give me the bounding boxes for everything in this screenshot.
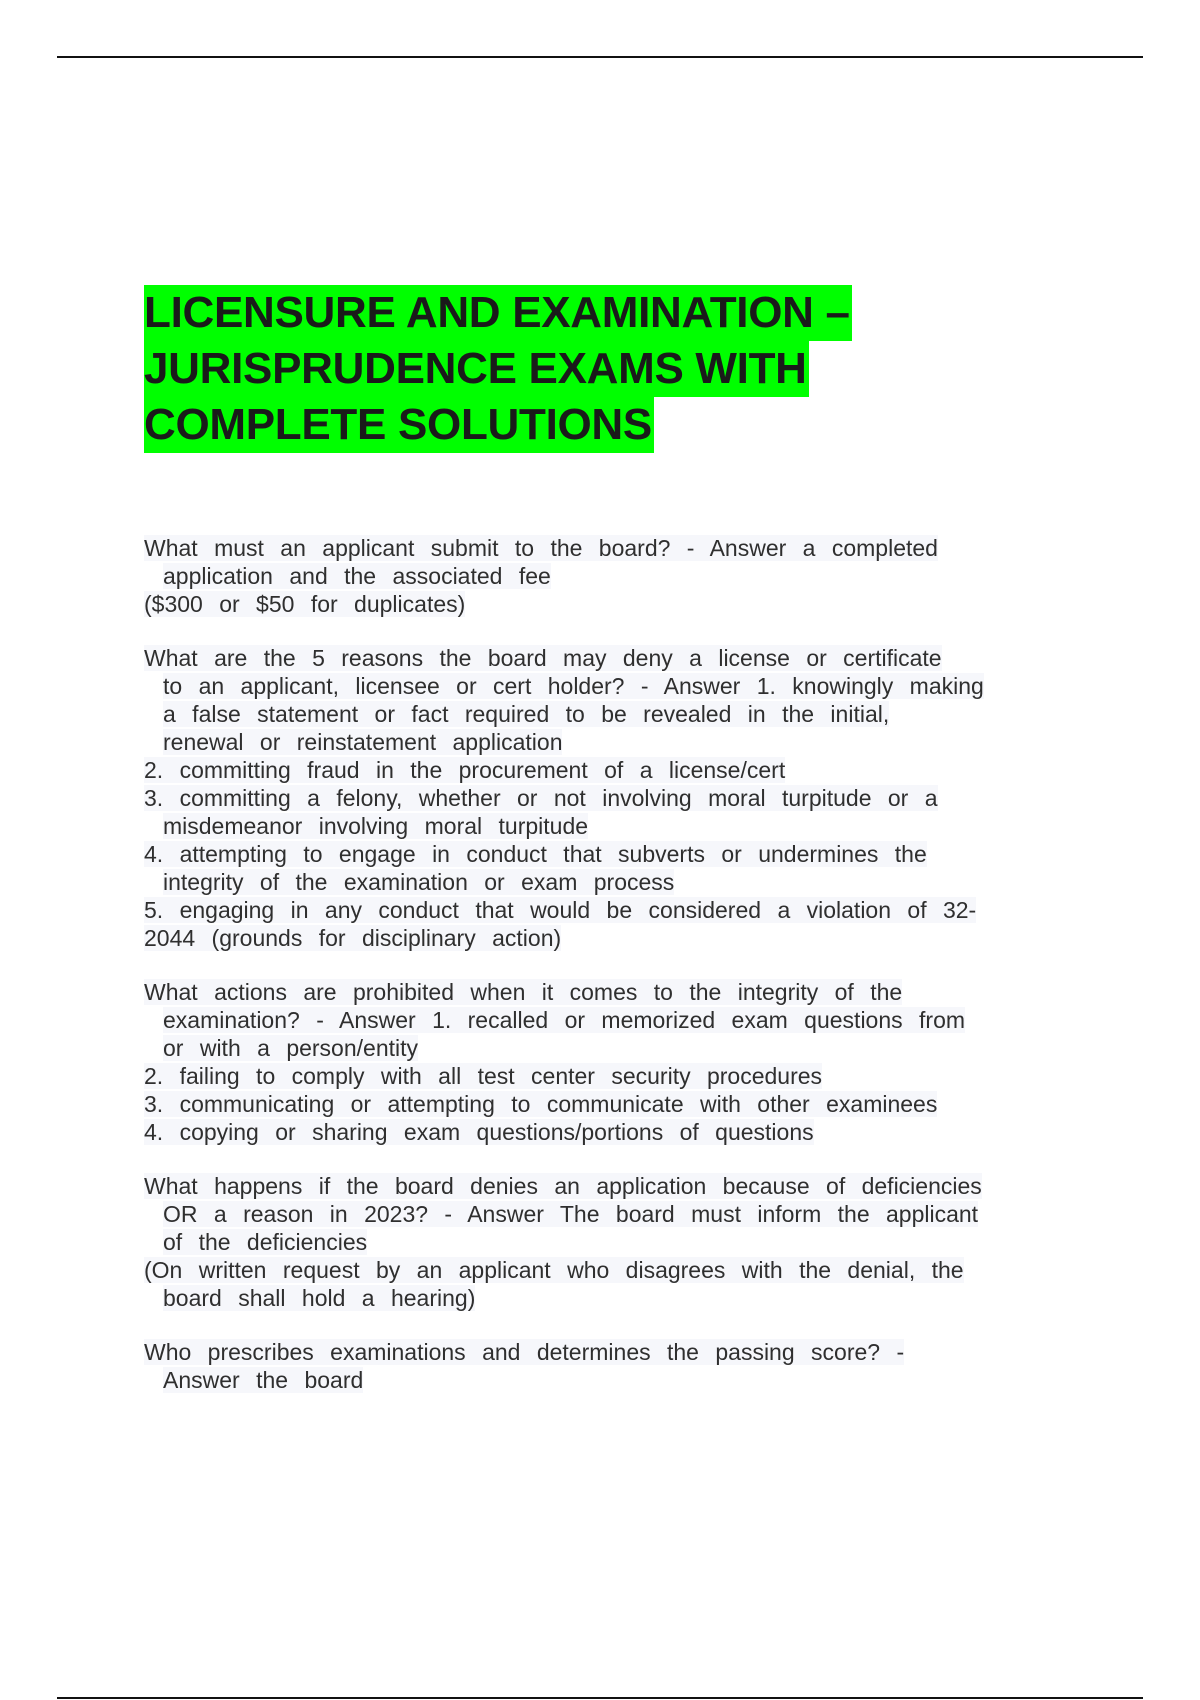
text-line: [144, 840, 1094, 868]
text-line-content: application and the associated fee: [163, 563, 551, 589]
top-rule: [57, 56, 1143, 58]
text-line-content: to an applicant, licensee or cert holder? - Answer 1. knowingly making: [163, 673, 984, 699]
text-line: [144, 728, 1094, 756]
text-line: [144, 1338, 1094, 1366]
text-line: [144, 672, 1094, 700]
text-line: [144, 562, 1094, 590]
qa-block: [144, 534, 1094, 618]
text-line-content: 4. copying or sharing exam questions/portions of questions: [144, 1119, 814, 1145]
text-line-content: 3. committing a felony, whether or not involving moral turpitude or a: [144, 785, 938, 811]
text-line-content: 3. communicating or attempting to communicate with other examinees: [144, 1091, 938, 1117]
text-line: [144, 1090, 1094, 1118]
text-line: [144, 1200, 1094, 1228]
qa-block: [144, 978, 1094, 1146]
text-line-content: or with a person/entity: [163, 1035, 419, 1061]
text-line-content: What actions are prohibited when it comes to the integrity of the: [144, 979, 903, 1005]
text-line: [144, 534, 1094, 562]
text-line: [144, 868, 1094, 896]
text-line-content: misdemeanor involving moral turpitude: [163, 813, 589, 839]
text-line: [144, 1172, 1094, 1200]
text-line: [144, 590, 1094, 618]
text-line-content: a false statement or fact required to be revealed in the initial,: [163, 701, 890, 727]
text-line: [144, 978, 1094, 1006]
text-line: [144, 784, 1094, 812]
text-line: [144, 1284, 1094, 1312]
text-line: [144, 1006, 1094, 1034]
text-line-content: examination? - Answer 1. recalled or memorized exam questions from: [163, 1007, 966, 1033]
text-line-content: 4. attempting to engage in conduct that subverts or undermines the: [144, 841, 927, 867]
text-line: [144, 756, 1094, 784]
title-line-3: COMPLETE SOLUTIONS: [144, 397, 654, 453]
text-line-content: (On written request by an applicant who disagrees with the denial, the: [144, 1257, 964, 1283]
text-line-content: Who prescribes examinations and determines the passing score? -: [144, 1339, 905, 1365]
text-line-content: of the deficiencies: [163, 1229, 368, 1255]
bottom-rule: [57, 1697, 1143, 1699]
text-line: [144, 924, 1094, 952]
text-line: [144, 1366, 1094, 1394]
text-line: [144, 644, 1094, 672]
text-line: [144, 1228, 1094, 1256]
qa-block: [144, 1172, 1094, 1312]
title-line-2: JURISPRUDENCE EXAMS WITH: [144, 341, 809, 397]
text-line-content: integrity of the examination or exam process: [163, 869, 675, 895]
text-line-content: board shall hold a hearing): [163, 1285, 476, 1311]
text-line: [144, 1256, 1094, 1284]
qa-block: [144, 644, 1094, 952]
title-line-1: LICENSURE AND EXAMINATION –: [144, 285, 852, 341]
text-line: [144, 896, 1094, 924]
text-line-content: ($300 or $50 for duplicates): [144, 591, 466, 617]
qa-body: [144, 534, 1094, 1420]
text-line-content: Answer the board: [163, 1367, 364, 1393]
text-line-content: 5. engaging in any conduct that would be considered a violation of 32-: [144, 897, 977, 923]
text-line-content: What must an applicant submit to the board? - Answer a completed: [144, 535, 938, 561]
text-line: [144, 700, 1094, 728]
text-line: [144, 1118, 1094, 1146]
text-line-content: OR a reason in 2023? - Answer The board must inform the applicant: [163, 1201, 979, 1227]
qa-block: [144, 1338, 1094, 1394]
text-line: [144, 1034, 1094, 1062]
text-line-content: What happens if the board denies an application because of deficiencies: [144, 1173, 982, 1199]
text-line: [144, 1062, 1094, 1090]
text-line-content: 2. failing to comply with all test center security procedures: [144, 1063, 823, 1089]
text-line-content: What are the 5 reasons the board may deny a license or certificate: [144, 645, 942, 671]
text-line-content: 2044 (grounds for disciplinary action): [144, 925, 562, 951]
text-line: [144, 812, 1094, 840]
text-line-content: 2. committing fraud in the procurement of a license/cert: [144, 757, 786, 783]
text-line-content: renewal or reinstatement application: [163, 729, 563, 755]
document-title: [144, 285, 1044, 453]
